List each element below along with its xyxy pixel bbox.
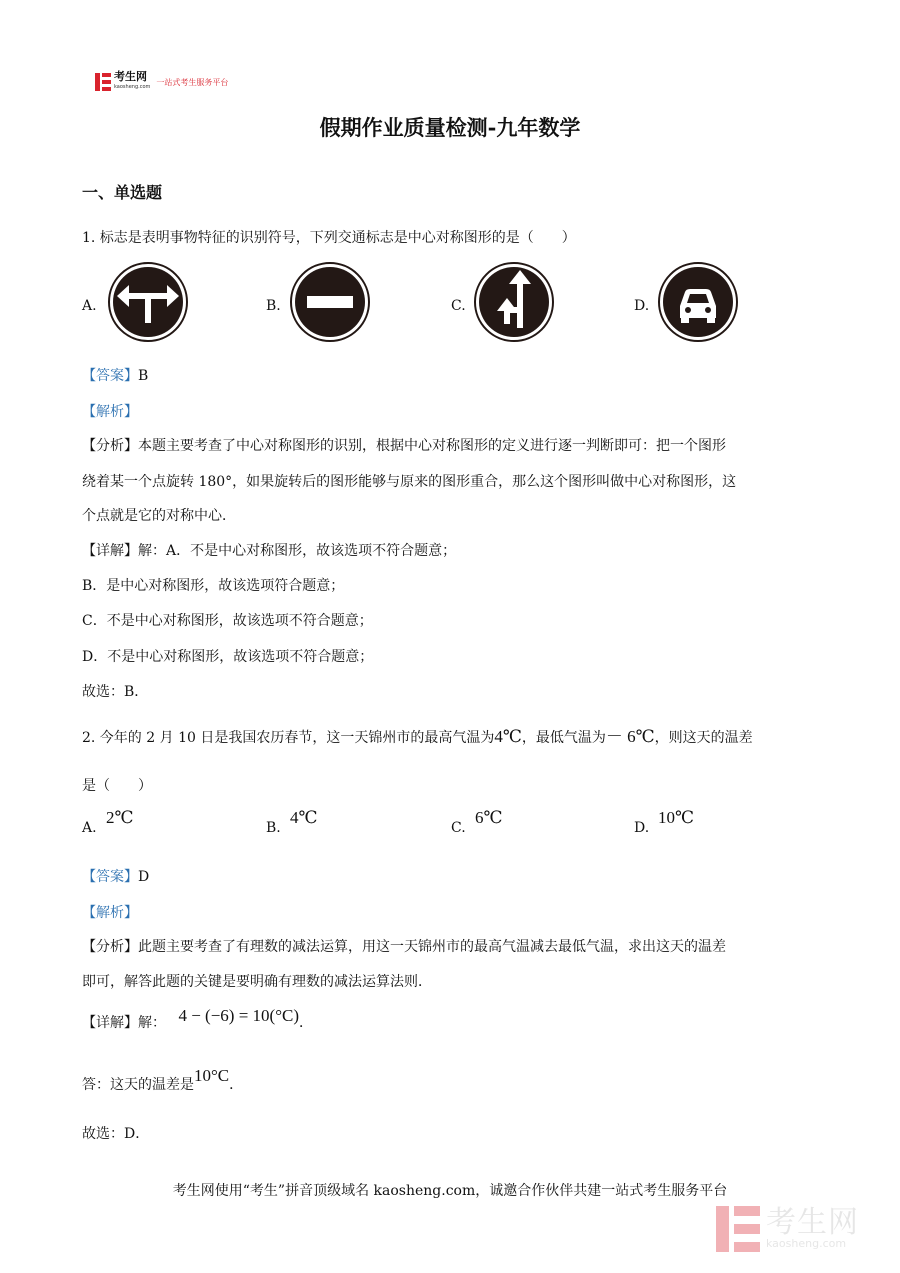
- q2-detail-prefix: 解：: [138, 1015, 166, 1031]
- q1-answer: [82, 366, 148, 386]
- logo-slogan: 一站式考生服务平台: [156, 77, 229, 87]
- q2-answer-line-text: 答：这天的温差是: [82, 1077, 194, 1093]
- q1-fenxi-line-1: [82, 436, 726, 456]
- watermark-mark-icon: [716, 1206, 760, 1252]
- q2-option-a-label: A.: [82, 820, 97, 836]
- q2-stem-b: ，最低气温为: [521, 730, 606, 746]
- q1-stem: 1. 标志是表明事物特征的识别符号，下列交通标志是中心对称图形的是（ ）: [82, 230, 576, 246]
- no-entry-sign-icon: [290, 262, 370, 342]
- q1-fenxi-text-1: 本题主要考查了中心对称图形的识别，根据中心对称图形的定义进行逐一判断即可：把一个图形: [138, 438, 726, 454]
- q2-answer-value: D: [138, 869, 150, 885]
- q1-option-a-label: A.: [82, 298, 97, 314]
- section-heading: 一、单选题: [82, 183, 163, 202]
- q1-analysis-tag: 【解析】: [82, 404, 138, 420]
- q1-answer-value: B: [138, 368, 149, 384]
- logo-mark-icon: [95, 73, 111, 91]
- q2-answer-line-end: ．: [229, 1077, 244, 1093]
- q2-stem-line-1: [82, 727, 753, 748]
- q1-fenxi-line-3: 个点就是它的对称中心．: [82, 508, 236, 524]
- q1-option-c-label: C.: [451, 298, 466, 314]
- q2-stem-low: － 6℃: [605, 727, 655, 746]
- watermark-domain: kaosheng.com: [766, 1237, 847, 1250]
- q2-option-d-label: D.: [634, 820, 650, 836]
- q2-fenxi-tag: 【分析】: [82, 939, 138, 955]
- q2-detail-line: [82, 1006, 313, 1033]
- straight-or-left-sign-icon: [474, 262, 554, 342]
- q2-option-c-value: 6℃: [475, 808, 503, 827]
- logo-text: [114, 72, 150, 92]
- q1-option-b-label: B.: [266, 298, 281, 314]
- q2-detail-math: 4 − (−6) = 10(°C): [178, 1006, 299, 1025]
- q2-answer-tag: 【答案】: [82, 869, 138, 885]
- q1-detail-tag: 【详解】: [82, 543, 138, 559]
- motor-vehicle-sign-icon: [658, 262, 738, 342]
- q2-stem-high: 4℃: [494, 727, 522, 746]
- q1-detail-line-1: [82, 541, 456, 561]
- q1-answer-tag: 【答案】: [82, 368, 138, 384]
- q1-detail-line-2: B．是中心对称图形，故该选项符合题意；: [82, 578, 345, 594]
- q2-detail-tag: 【详解】: [82, 1015, 138, 1031]
- q2-detail-end: ．: [299, 1015, 313, 1031]
- q2-option-d-value: 10℃: [658, 808, 695, 827]
- q2-option-c-label: C.: [451, 820, 466, 836]
- q1-detail-line-4: D．不是中心对称图形，故该选项不符合题意；: [82, 649, 374, 665]
- q2-option-a-value: 2℃: [106, 808, 134, 827]
- watermark-logo: [716, 1206, 859, 1252]
- q1-detail-text-1: 解：A．不是中心对称图形，故该选项不符合题意；: [138, 543, 457, 559]
- page-footer: 考生网使用“考生”拼音顶级域名 kaosheng.com，诚邀合作伙伴共建一站式考生服务平台: [172, 1183, 728, 1199]
- q2-option-b-label: B.: [266, 820, 281, 836]
- q2-stem-c: ，则这天的温差: [654, 730, 753, 746]
- site-logo: [95, 72, 228, 92]
- logo-name: 考生网: [114, 70, 147, 83]
- q2-answer-line: [82, 1066, 244, 1095]
- q2-answer: [82, 867, 149, 887]
- page-title: 假期作业质量检测-九年数学: [319, 115, 581, 140]
- logo-domain: kaosheng.com: [114, 84, 151, 90]
- q2-fenxi-line-1: [82, 937, 726, 957]
- turn-left-right-sign-icon: [108, 262, 188, 342]
- q2-answer-line-value: 10°C: [194, 1066, 230, 1085]
- q1-fenxi-tag: 【分析】: [82, 438, 138, 454]
- q2-option-b-value: 4℃: [290, 808, 318, 827]
- q2-analysis-tag: 【解析】: [82, 905, 138, 921]
- q2-stem-line-2: 是（ ）: [82, 778, 152, 794]
- q2-fenxi-text-1: 此题主要考查了有理数的减法运算，用这一天锦州市的最高气温减去最低气温，求出这天的温差: [138, 939, 726, 955]
- q1-option-d-label: D.: [634, 298, 650, 314]
- watermark-name: 考生网: [766, 1205, 859, 1240]
- q2-stem-a: 2. 今年的 2 月 10 日是我国农历春节，这一天锦州市的最高气温为: [82, 730, 495, 746]
- q1-detail-line-3: C．不是中心对称图形，故该选项不符合题意；: [82, 613, 373, 629]
- q1-fenxi-line-2: 绕着某一个点旋转 180°，如果旋转后的图形能够与原来的图形重合，那么这个图形叫做中心对称图形，这: [82, 474, 737, 490]
- q2-fenxi-line-2: 即可，解答此题的关键是要明确有理数的减法运算法则．: [82, 974, 432, 990]
- q2-conclusion: 故选：D．: [82, 1126, 150, 1142]
- q1-conclusion: 故选：B．: [82, 684, 149, 700]
